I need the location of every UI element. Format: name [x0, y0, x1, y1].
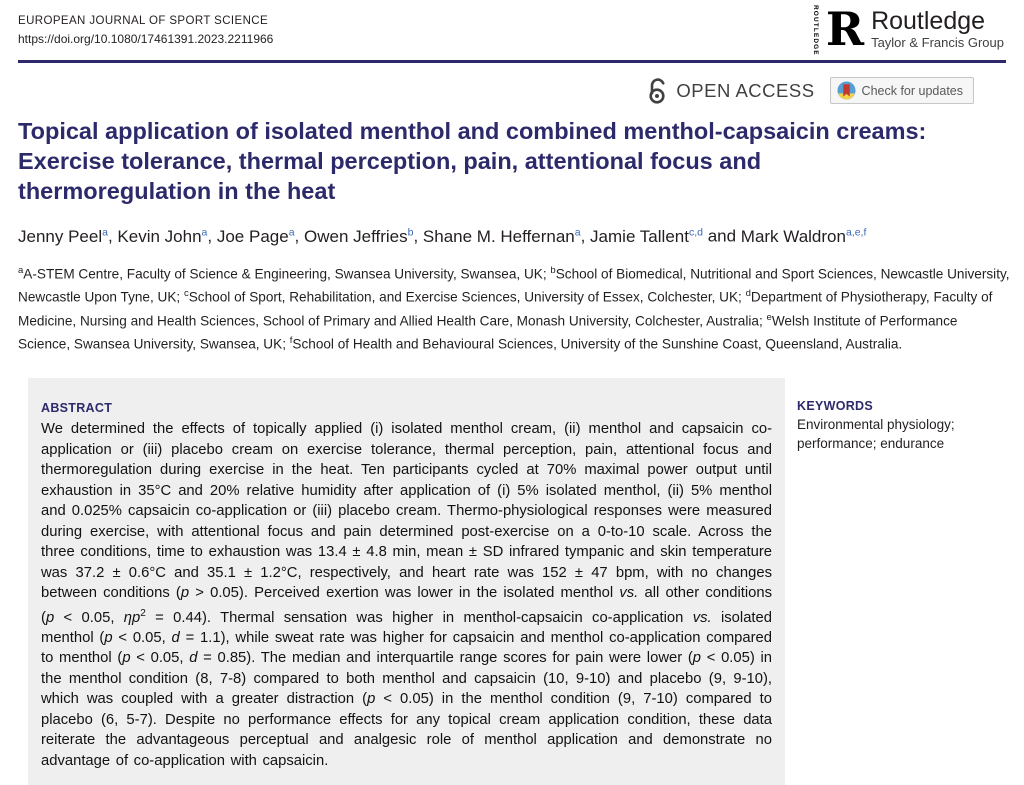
affiliation-marker: f — [289, 334, 293, 346]
routledge-r-mark-icon: R — [825, 2, 865, 56]
crossmark-icon — [837, 81, 856, 100]
author-affiliation-marker: a — [201, 226, 208, 238]
header-divider — [18, 60, 1006, 63]
author-name: Joe Page$^a$ — [216, 226, 295, 246]
affiliation-marker: b — [550, 265, 556, 276]
affiliation-marker: c — [183, 288, 189, 300]
keywords-heading: KEYWORDS — [797, 399, 874, 413]
affiliation-marker: e — [766, 311, 772, 323]
routledge-vertical-text: ROUTLEDGE — [811, 5, 819, 56]
publisher-name: Routledge — [871, 7, 986, 35]
affiliation-marker: a — [18, 265, 24, 276]
check-for-updates-button[interactable] — [830, 77, 974, 104]
author-affiliation-marker: b — [407, 226, 414, 238]
open-access-badge — [646, 77, 814, 104]
affiliations — [18, 261, 1012, 354]
journal-name: EUROPEAN JOURNAL OF SPORT SCIENCE — [18, 15, 269, 27]
authors-line: Jenny Peel$^a$, Kevin John$^a$, Joe Page$^a$, Owen Jeffries$^b$, Shane M. Heffernan$^a$, Jamie Tallent$^{c,d}$ and Mark Waldron$^{a,e,f}$ — [18, 226, 867, 246]
author-name: Owen Jeffries$^b$ — [303, 226, 414, 246]
author-affiliation-marker: a — [102, 226, 108, 238]
keywords-text: Environmental physiology; performance; endurance — [797, 417, 955, 451]
author-affiliation-marker: a — [288, 226, 295, 238]
author-name: Jamie Tallent$^{c,d}$ — [590, 226, 703, 246]
author-affiliation-marker: c,d — [688, 226, 703, 238]
access-row — [646, 77, 974, 104]
affiliation-text: Welsh Institute of Performance Science, Swansea University, Swansea, UK; — [18, 313, 958, 352]
author-name: Jenny Peel$^a$ — [18, 226, 108, 246]
affiliation-text: School of Sport, Rehabilitation, and Exercise Sciences, University of Essex, Colchester, UK; — [188, 289, 746, 305]
author-name: Shane M. Heffernan$^a$ — [422, 226, 581, 246]
abstract-section — [28, 378, 785, 785]
open-access-label: OPEN ACCESS — [676, 79, 815, 101]
publisher-group: Taylor & Francis Group — [871, 35, 1004, 50]
article-title: Topical application of isolated menthol and combined menthol-capsaicin creams: Exercise tolerance, thermal perception, pain, attentional focus and thermoregulation in the heat — [18, 118, 927, 204]
affiliation-marker: d — [745, 288, 751, 300]
author-affiliation-marker: a — [574, 226, 581, 238]
author-name: Mark Waldron$^{a,e,f}$ — [740, 226, 867, 246]
keywords-section — [797, 399, 1002, 453]
abstract-heading: ABSTRACT — [41, 401, 113, 415]
check-for-updates-label: Check for updates — [861, 83, 963, 98]
author-affiliation-marker: a,e,f — [845, 226, 867, 238]
affiliation-text: School of Biomedical, Nutritional and Sport Sciences, Newcastle University, Newcastle Upon Tyne, UK; — [18, 266, 1010, 305]
doi-link[interactable]: https://doi.org/10.1080/17461391.2023.2211966 — [18, 32, 274, 46]
affiliation-text: A-STEM Centre, Faculty of Science & Engineering, Swansea University, Swansea, UK; — [23, 266, 551, 282]
affiliation-text: School of Health and Behavioural Sciences, University of the Sunshine Coast, Queensland, Australia. — [292, 336, 903, 352]
publisher-wordmark — [871, 8, 1004, 50]
affiliation-text: Department of Physiotherapy, Faculty of Medicine, Nursing and Health Sciences, School of Primary and Allied Health Care, Monash University, Colchester, Australia; — [18, 289, 993, 329]
abstract-text: We determined the effects of topically applied (i) isolated menthol cream, (ii) menthol and capsaicin co-application or (iii) placebo cream on exercise tolerance, thermal perception, pain, attentional focus and thermoregulation during exercise in the heat. Ten participants cycled at 70% maximal power output until exhaustion in 35°C and 20% relative humidity after application of (i) 5% isolated menthol, (ii) 5% menthol and 0.025% capsaicin co-application or (iii) placebo cream. Thermo-physiological responses were measured during exercise, with attentional focus and pain determined post-exercise on a 0-to-10 scale. Across the three conditions, time to exhaustion was 13.4 ± 4.8 min, mean ± SD infrared tympanic and skin temperature was 37.2 ± 0.6°C and 35.1 ± 1.2°C, respectively, and heart rate was 152 ± 47 bpm, with no changes between conditions (p > 0.05). Perceived exertion was lower in the isolated menthol vs. all other conditions (p < 0.05, $\eta p^2 = 0.44$). Thermal sensation was higher in menthol-capsaicin co-application vs. isolated menthol (p < 0.05, d = 1.1), while sweat rate was higher for capsaicin and menthol co-application compared to menthol (p < 0.05, d = 0.85). The median and interquartile range scores for pain were lower (p < 0.05) in the menthol condition (8, 7-8) compared to both menthol and capsaicin (10, 9-10) and placebo (9, 9-10), which was coupled with a greater distraction (p < 0.05) in the menthol condition (9, 7-10) compared to placebo (6, 5-7). Despite no performance effects for any topical cream application condition, these data reiterate the advantageous perceptual and analgesic role of menthol application and demonstrate no advantage of co-application with capsaicin. — [41, 421, 773, 769]
publisher-logo — [811, 2, 1004, 56]
author-name: Kevin John$^a$ — [117, 226, 208, 246]
open-access-lock-icon — [646, 77, 669, 104]
